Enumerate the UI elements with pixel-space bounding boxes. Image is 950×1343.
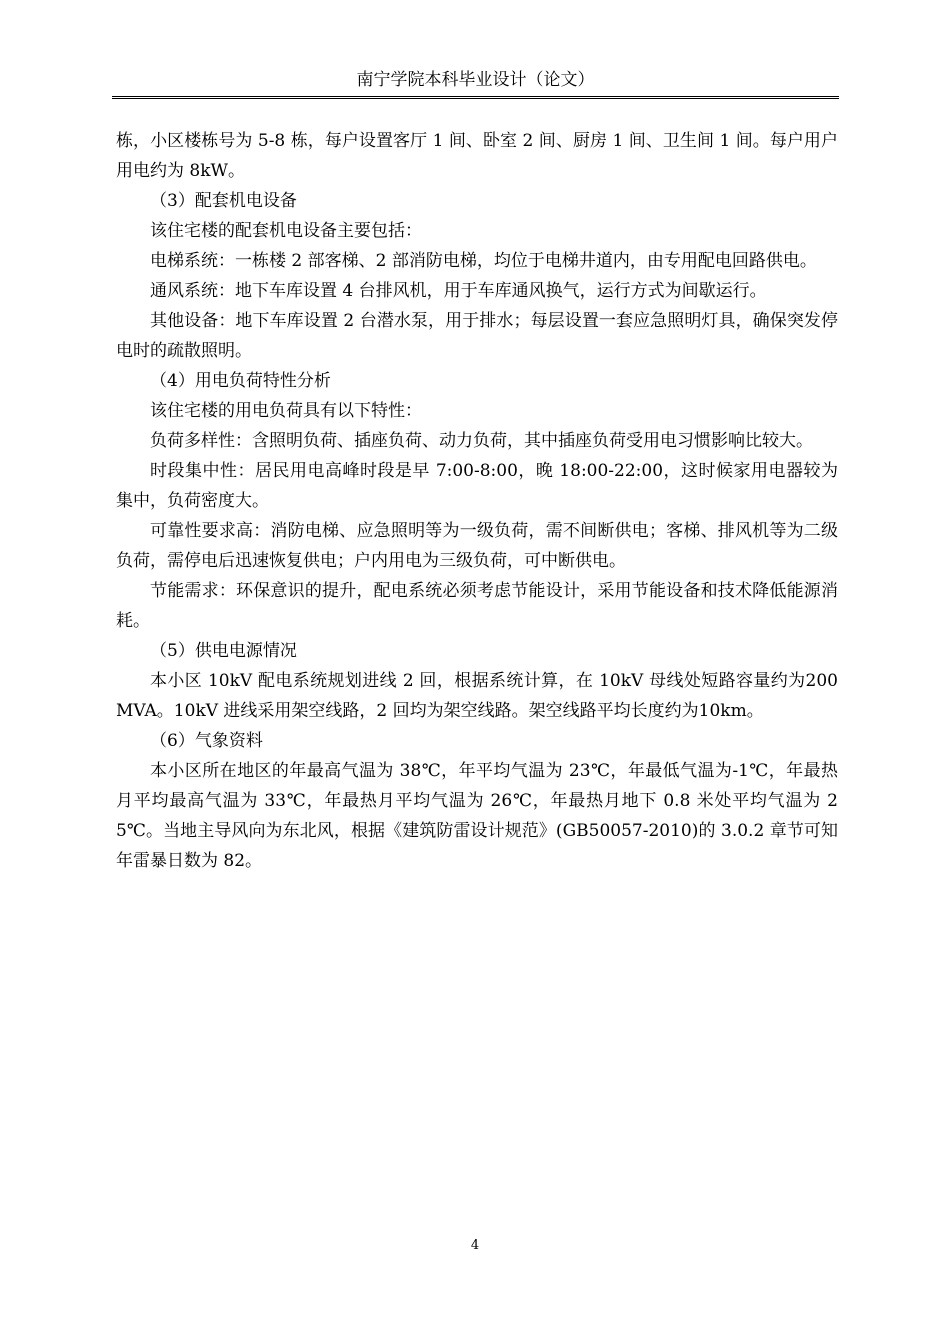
paragraph-elevator: 电梯系统：一栋楼 2 部客梯、2 部消防电梯，均位于电梯井道内，由专用配电回路供电。 [150,251,817,271]
section-heading-power-source: （5）供电电源情况 [150,641,297,661]
paragraph-household: 栋，小区楼栋号为 5-8 栋，每户设置客厅 1 间、卧室 2 间、厨房 1 间、卫生间 1 间。每户用户用电约为 8kW。 [116,131,838,181]
section-heading-load: （4）用电负荷特性分析 [150,371,331,391]
paragraph-equipment-intro: 该住宅楼的配套机电设备主要包括： [150,221,422,241]
header-rule-thin [112,98,839,99]
header-rule [112,96,839,97]
paragraph-weather: 本小区所在地区的年最高气温为 38℃，年平均气温为 23℃，年最低气温为-1℃，年最热月平均最高气温为 33℃，年最热月平均气温为 26℃，年最热月地下 0.8 米处平均气温为 25℃。当地主导风向为东北风，根据《建筑防雷设计规范》(GB50057-2010)的 3.0.2 章节可知年雷暴日数为 82。 [116,761,838,871]
paragraph-other-equipment: 其他设备：地下车库设置 2 台潜水泵，用于排水；每层设置一套应急照明灯具，确保突发停电时的疏散照明。 [116,311,838,361]
section-heading-equipment: （3）配套机电设备 [150,191,297,211]
paragraph-power-source: 本小区 10kV 配电系统规划进线 2 回，根据系统计算，在 10kV 母线处短路容量约为200MVA。10kV 进线采用架空线路，2 回均为架空线路。架空线路平均长度约为10km。 [116,671,838,721]
paragraph-reliability: 可靠性要求高：消防电梯、应急照明等为一级负荷，需不间断供电；客梯、排风机等为二级负荷，需停电后迅速恢复供电；户内用电为三级负荷，可中断供电。 [116,521,838,571]
paragraph-ventilation: 通风系统：地下车库设置 4 台排风机，用于车库通风换气，运行方式为间歇运行。 [150,281,767,301]
page-number: 4 [470,1238,480,1253]
document-body [116,126,838,876]
paragraph-load-diversity: 负荷多样性：含照明负荷、插座负荷、动力负荷，其中插座负荷受用电习惯影响比较大。 [150,431,813,451]
paragraph-load-intro: 该住宅楼的用电负荷具有以下特性： [150,401,422,421]
section-heading-weather: （6）气象资料 [150,731,263,751]
running-header: 南宁学院本科毕业设计（论文） [356,70,595,90]
paragraph-energy-saving: 节能需求：环保意识的提升，配电系统必须考虑节能设计，采用节能设备和技术降低能源消耗。 [116,581,838,631]
paragraph-load-peak: 时段集中性：居民用电高峰时段是早 7:00-8:00，晚 18:00-22:00，这时候家用电器较为集中，负荷密度大。 [116,461,838,511]
